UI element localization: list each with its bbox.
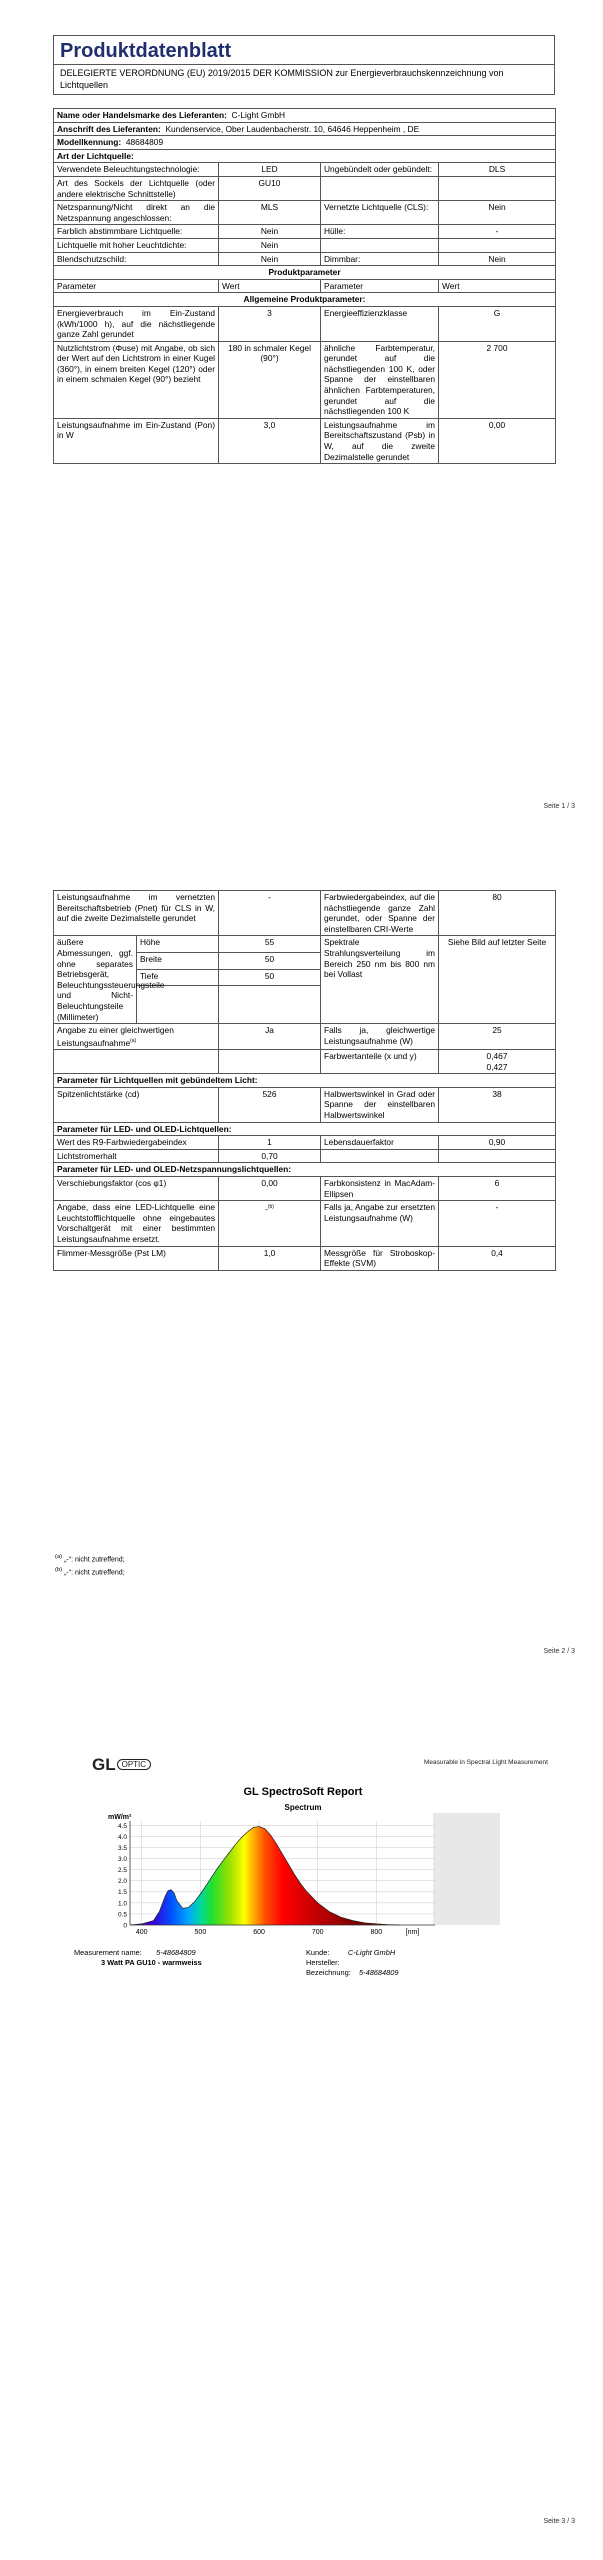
address-row (54, 122, 556, 136)
cell-value: Nein (219, 225, 321, 239)
product-parameter-table (53, 890, 556, 1271)
x-tick-label: 600 (253, 1929, 265, 1936)
dimensions-label: äußere Abmessungen, ggf. ohne separates Betriebsgerät, Beleuchtungssteuerungsteile und Nicht-Beleuchtungsteile (Millimeter) (54, 936, 137, 1024)
cell-label: Leistungsaufnahme im Ein-Zustand (Pon) in W (54, 418, 219, 463)
cell-label: Flimmer-Messgröße (Pst LM) (54, 1246, 219, 1270)
section-title: Parameter für LED- und OLED-Lichtquellen: (54, 1122, 556, 1136)
column-header-row (54, 279, 556, 293)
section-row (54, 1122, 556, 1136)
table-row (54, 225, 556, 239)
cell-value: Nein (439, 252, 556, 266)
chart-x-ticks (136, 1929, 382, 1936)
cell-value: Nein (219, 252, 321, 266)
table-row (54, 1087, 556, 1122)
cell-value: G (439, 306, 556, 341)
cell-label: Farbwertanteile (x und y) (321, 1050, 439, 1074)
cell-empty (321, 238, 439, 252)
y-tick-label: 2.0 (117, 1878, 127, 1886)
cell-value: 25 (439, 1024, 556, 1050)
datasheet-page-1 (0, 0, 603, 830)
cell-label: Farbwiedergabeindex, auf die nächstliegende ganze Zahl gerundet, oder Spanne der einstellbaren CRI-Werte (321, 891, 439, 936)
product-name: 3 Watt PA GU10 - warmweiss (101, 1958, 202, 1967)
table-row (54, 306, 556, 341)
customer-label: Kunde: (306, 1948, 330, 1957)
cell-label: Angabe, dass eine LED-Lichtquelle eine Leuchtstofflichtquelle ohne eingebautes Vorschaltgerät mit einer bestimmten Leistungsaufnahme ersetzt. (54, 1201, 219, 1246)
model-label: Modellkennung: (57, 137, 122, 148)
report-title: GL SpectroSoft Report (243, 1786, 363, 1798)
y-tick-label: 0.5 (117, 1911, 127, 1919)
cell-value: 180 in schmaler Kegel (90°) (219, 341, 321, 418)
cell-empty (439, 176, 556, 200)
cell-empty (439, 238, 556, 252)
cell-value: Nein (219, 238, 321, 252)
cell-label: Lichtquelle mit hoher Leuchtdichte: (54, 238, 219, 252)
dimension-height-value: 55 (219, 936, 321, 953)
cell-label: Art des Sockels der Lichtquelle (oder andere elektrische Schnittstelle) (54, 176, 219, 200)
spectrum-label: Spectrum (284, 1803, 322, 1812)
cell-label: Leistungsaufnahme im vernetzten Bereitschaftsbetrieb (Pnet) für CLS in W, auf die zweite Dezimalstelle gerundet (54, 891, 219, 936)
cell-label: ähnliche Farbtemperatur, gerundet auf die nächstliegenden 100 K, oder Spanne der einstellbaren ähnlichen Farbtemperaturen, gerundet auf die nächstliegenden 100 K (321, 341, 439, 418)
address-label: Anschrift des Lieferanten: (57, 123, 161, 134)
y-tick-label: 1.0 (117, 1900, 127, 1908)
model-row (54, 136, 556, 150)
cell-value: 0,00 (439, 418, 556, 463)
dimension-width-label: Breite (137, 952, 219, 969)
table-row (54, 252, 556, 266)
cell-label: Farbkonsistenz in MacAdam-Ellipsen (321, 1177, 439, 1201)
table-row (54, 1177, 556, 1201)
type-section-row (54, 149, 556, 163)
designation-value: 5-48684809 (359, 1968, 399, 1977)
cell-value: 38 (439, 1087, 556, 1122)
section-row (54, 1163, 556, 1177)
dimension-depth-value: 50 (219, 969, 321, 986)
y-tick-label: 4.5 (117, 1822, 127, 1830)
cell-value: 0,70 (219, 1149, 321, 1163)
address-value: Kundenservice, Ober Laudenbacherstr. 10, 64646 Heppenheim , DE (165, 123, 420, 134)
cell-label: Netzspannung/Nicht direkt an die Netzspannung angeschlossen: (54, 201, 219, 225)
cell-value: 0,467 0,427 (439, 1050, 556, 1074)
cell-label: Lichtstromerhalt (54, 1149, 219, 1163)
section-title: Parameter für LED- und OLED-Netzspannungslichtquellen: (54, 1163, 556, 1177)
page-number: Seite 3 / 3 (543, 2518, 575, 2525)
cell-value: 2 700 (439, 341, 556, 418)
general-section-title: Allgemeine Produktparameter: (54, 293, 556, 307)
supplier-value: C-Light GmbH (231, 110, 286, 120)
spectral-distribution-value: Siehe Bild auf letzter Seite (439, 936, 556, 1024)
parameter-title-row (54, 266, 556, 280)
spectral-distribution-label: Spektrale Strahlungsverteilung im Bereich 250 nm bis 800 nm bei Vollast (321, 936, 439, 1024)
cell-label: Falls ja, Angabe zur ersetzten Leistungsaufnahme (W) (321, 1201, 439, 1246)
datasheet-page-2 (0, 830, 603, 1670)
x-tick-label: 500 (194, 1929, 207, 1936)
cell-value: 6 (439, 1177, 556, 1201)
table-row (54, 936, 556, 953)
cell-label: Farblich abstimmbare Lichtquelle: (54, 225, 219, 239)
cell-empty (219, 986, 321, 1024)
cell-label: Blendschutzschild: (54, 252, 219, 266)
table-row (54, 1246, 556, 1270)
cell-label: Verschiebungsfaktor (cos φ1) (54, 1177, 219, 1201)
customer-value: C-Light GmbH (347, 1948, 396, 1957)
table-row (54, 176, 556, 200)
measurement-name-label: Measurement name: (74, 1948, 142, 1957)
cell-empty (321, 176, 439, 200)
cell-value: - (439, 1201, 556, 1246)
cell-value: 0,4 (439, 1246, 556, 1270)
cell-empty (219, 1050, 321, 1074)
cell-label: Lebensdauerfaktor (321, 1136, 439, 1150)
footnote-b: $^{(b)}$ „-“: nicht zutreffend; (55, 1567, 125, 1577)
cell-value: 3,0 (219, 418, 321, 463)
cell-empty (137, 986, 219, 1024)
cell-empty (321, 1149, 439, 1163)
cell-value: MLS (219, 201, 321, 225)
cell-value: Nein (439, 201, 556, 225)
chart-y-label: mW/m² (108, 1814, 132, 1821)
cell-value: 80 (439, 891, 556, 936)
column-header: Wert (219, 279, 321, 293)
tagline: Measurable in Spectral Light Measurement (424, 1759, 548, 1766)
cell-label: Energieeffizienzklasse (321, 306, 439, 341)
footnote-a: $^{(a)}$ „-“: nicht zutreffend; (55, 1554, 125, 1564)
y-tick-label: 0 (123, 1922, 127, 1930)
cell-value: 3 (219, 306, 321, 341)
designation-label: Bezeichnung: (306, 1968, 351, 1977)
parameter-title: Produktparameter (54, 266, 556, 280)
table-row (54, 201, 556, 225)
page-number: Seite 1 / 3 (543, 803, 575, 810)
table-row (54, 1149, 556, 1163)
model-value: 48684809 (125, 137, 164, 148)
dimension-depth-label: Tiefe (137, 969, 219, 986)
x-tick-label: 400 (135, 1929, 148, 1936)
table-row (54, 418, 556, 463)
cell-label: Dimmbar: (321, 252, 439, 266)
column-header: Wert (439, 279, 556, 293)
table-row (54, 1136, 556, 1150)
table-row (54, 891, 556, 936)
y-tick-label: 2.5 (117, 1867, 127, 1875)
cell-value: DLS (439, 163, 556, 177)
cell-label: Falls ja, gleichwertige Leistungsaufnahme (W) (321, 1024, 439, 1050)
cell-value: Ja (219, 1024, 321, 1050)
cell-value: 526 (219, 1087, 321, 1122)
measurement-info (74, 1948, 202, 1968)
chart-x-label: [nm] (405, 1929, 420, 1936)
datasheet-page-3 (0, 1670, 603, 2560)
measurement-name-value: 5-48684809 (156, 1948, 196, 1957)
column-header: Parameter (321, 279, 439, 293)
cell-value: - (219, 891, 321, 936)
cell-label: Hülle: (321, 225, 439, 239)
cell-label: Vernetzte Lichtquelle (CLS): (321, 201, 439, 225)
cell-label: Energieverbrauch im Ein-Zustand (kWh/1000 h), auf die nächstliegende ganze Zahl gerundet (54, 306, 219, 341)
cell-value: - (439, 225, 556, 239)
cell-value: 1,0 (219, 1246, 321, 1270)
cell-empty (54, 1050, 219, 1074)
document-title: Produktdatenblatt (54, 36, 554, 65)
supplier-row (54, 109, 556, 123)
table-row (54, 1050, 556, 1074)
cell-empty (439, 1149, 556, 1163)
table-row (54, 238, 556, 252)
cell-value: -$^{(b)}$ (219, 1201, 321, 1246)
cell-value: 0,90 (439, 1136, 556, 1150)
product-info-table (53, 108, 556, 464)
cell-label: Halbwertswinkel in Grad oder Spanne der einstellbaren Halbwertswinkel (321, 1087, 439, 1122)
customer-info (306, 1948, 398, 1978)
cell-label: Ungebündelt oder gebündelt: (321, 163, 439, 177)
cell-value: 1 (219, 1136, 321, 1150)
spectrum-area (130, 1827, 400, 1926)
y-tick-label: 3.0 (117, 1856, 127, 1864)
general-section-row (54, 293, 556, 307)
cell-label: Angabe zu einer gleichwertigen Leistungsaufnahme$^{(a)}$ (54, 1024, 219, 1050)
chart-y-ticks (118, 1823, 127, 1930)
spectrum-chart (100, 1813, 500, 1945)
footnotes (55, 1552, 125, 1579)
cell-label: Wert des R9-Farbwiedergabeindex (54, 1136, 219, 1150)
datasheet-header (53, 35, 555, 95)
cell-value: 0,00 (219, 1177, 321, 1201)
cell-label: Leistungsaufnahme im Bereitschaftszustand (Psb) in W, auf die zweite Dezimalstelle gerundet (321, 418, 439, 463)
dimension-width-value: 50 (219, 952, 321, 969)
regulation-subtitle: DELEGIERTE VERORDNUNG (EU) 2019/2015 DER KOMMISSION zur Energieverbrauchskennzeichnung von Lichtquellen (60, 68, 504, 90)
cell-label: Nutzlichtstrom (Φuse) mit Angabe, ob sich der Wert auf den Lichtstrom in einer Kugel (360°), in einem breiten Kegel (120°) oder in einem schmalen Kegel (90°) bezieht (54, 341, 219, 418)
manufacturer-label: Hersteller: (306, 1958, 340, 1967)
cell-value: LED (219, 163, 321, 177)
supplier-label: Name oder Handelsmarke des Lieferanten: (57, 110, 227, 120)
cell-label: Spitzenlichtstärke (cd) (54, 1087, 219, 1122)
x-tick-label: 700 (311, 1929, 324, 1936)
chart-shaded-region (433, 1813, 500, 1925)
cell-label: Messgröße für Stroboskop-Effekte (SVM) (321, 1246, 439, 1270)
table-row (54, 341, 556, 418)
table-row (54, 1201, 556, 1246)
x-tick-label: 800 (370, 1929, 383, 1936)
table-row (54, 163, 556, 177)
section-title: Parameter für Lichtquellen mit gebündeltem Licht: (54, 1074, 556, 1088)
page-number: Seite 2 / 3 (543, 1648, 575, 1655)
y-tick-label: 1.5 (117, 1889, 127, 1897)
table-row (54, 1024, 556, 1050)
column-header: Parameter (54, 279, 219, 293)
dimension-height-label: Höhe (137, 936, 219, 953)
type-section-title: Art der Lichtquelle: (54, 149, 556, 163)
gl-optic-logo: GL $^{OPTIC}$ (92, 1755, 151, 1775)
cell-value: GU10 (219, 176, 321, 200)
y-tick-label: 3.5 (117, 1844, 127, 1852)
section-row (54, 1074, 556, 1088)
cell-label: Verwendete Beleuchtungstechnologie: (54, 163, 219, 177)
y-tick-label: 4.0 (117, 1833, 127, 1841)
